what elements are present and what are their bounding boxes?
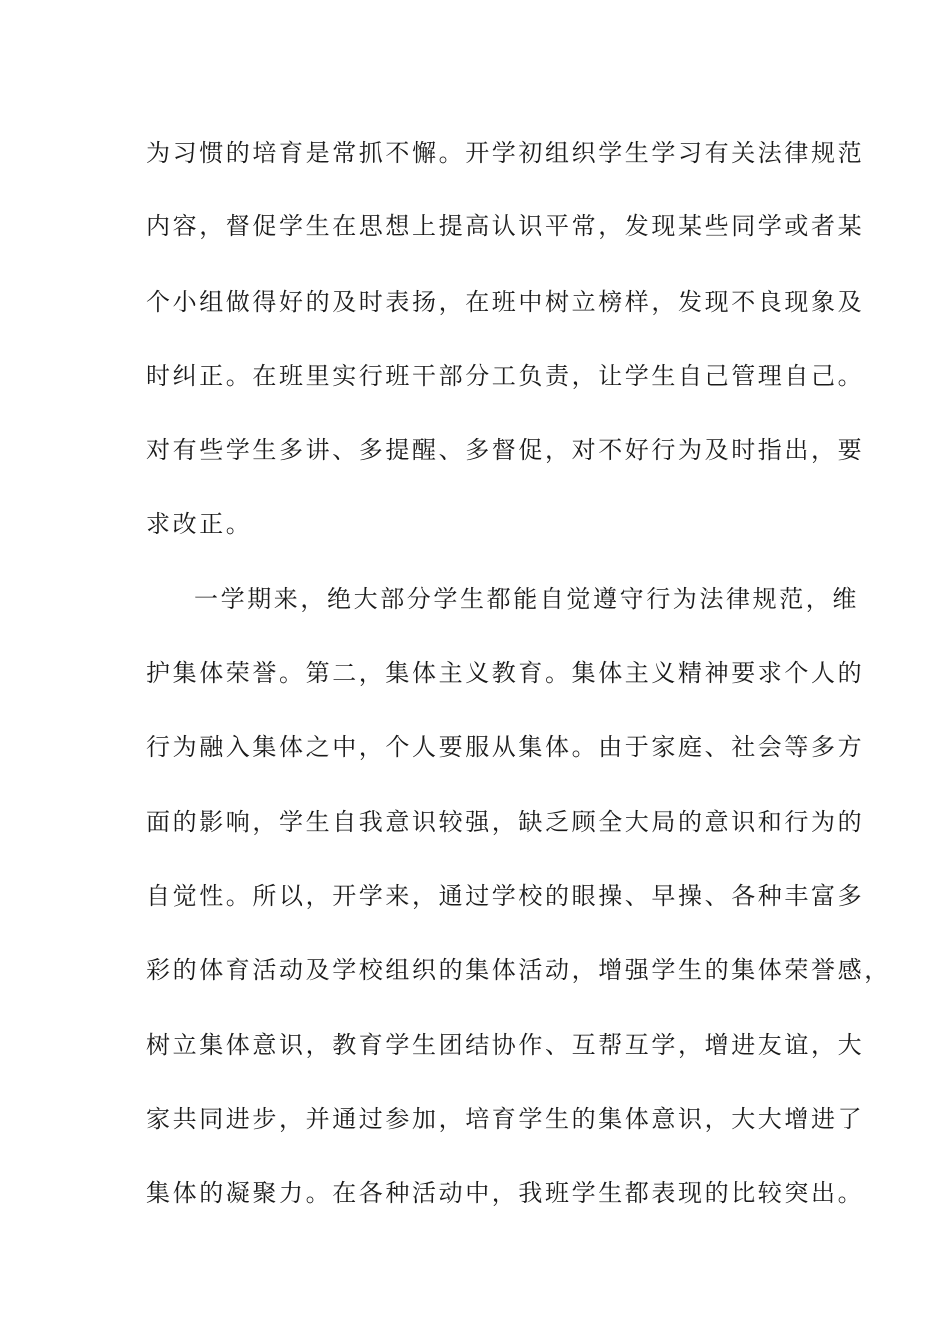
text-line: 内容，督促学生在思想上提高认识平常，发现某些同学或者某 xyxy=(146,212,865,240)
text-line: 对有些学生多讲、多提醒、多督促，对不好行为及时指出，要 xyxy=(146,436,865,464)
text-line: 面的影响，学生自我意识较强，缺乏顾全大局的意识和行为的 xyxy=(146,808,865,836)
text-line: 为习惯的培育是常抓不懈。开学初组织学生学习有关法律规范 xyxy=(146,139,865,167)
text-line: 树立集体意识，教育学生团结协作、互帮互学，增进友谊，大 xyxy=(146,1031,865,1059)
text-line: 个小组做得好的及时表扬，在班中树立榜样，发现不良现象及 xyxy=(146,288,865,316)
text-line: 护集体荣誉。第二，集体主义教育。集体主义精神要求个人的 xyxy=(146,659,865,687)
text-line: 行为融入集体之中，个人要服从集体。由于家庭、社会等多方 xyxy=(146,733,865,761)
text-line: 求改正。 xyxy=(146,510,253,538)
text-line: 时纠正。在班里实行班干部分工负责，让学生自己管理自己。 xyxy=(146,362,865,390)
text-line: 彩的体育活动及学校组织的集体活动，增强学生的集体荣誉感， xyxy=(146,956,891,984)
text-line: 集体的凝聚力。在各种活动中，我班学生都表现的比较突出。 xyxy=(146,1179,865,1207)
text-line: 自觉性。所以，开学来，通过学校的眼操、早操、各种丰富多 xyxy=(146,882,865,910)
text-line: 家共同进步，并通过参加，培育学生的集体意识，大大增进了 xyxy=(146,1105,865,1133)
paragraph-start-line: 一学期来，绝大部分学生都能自觉遵守行为法律规范，维 xyxy=(194,585,859,613)
